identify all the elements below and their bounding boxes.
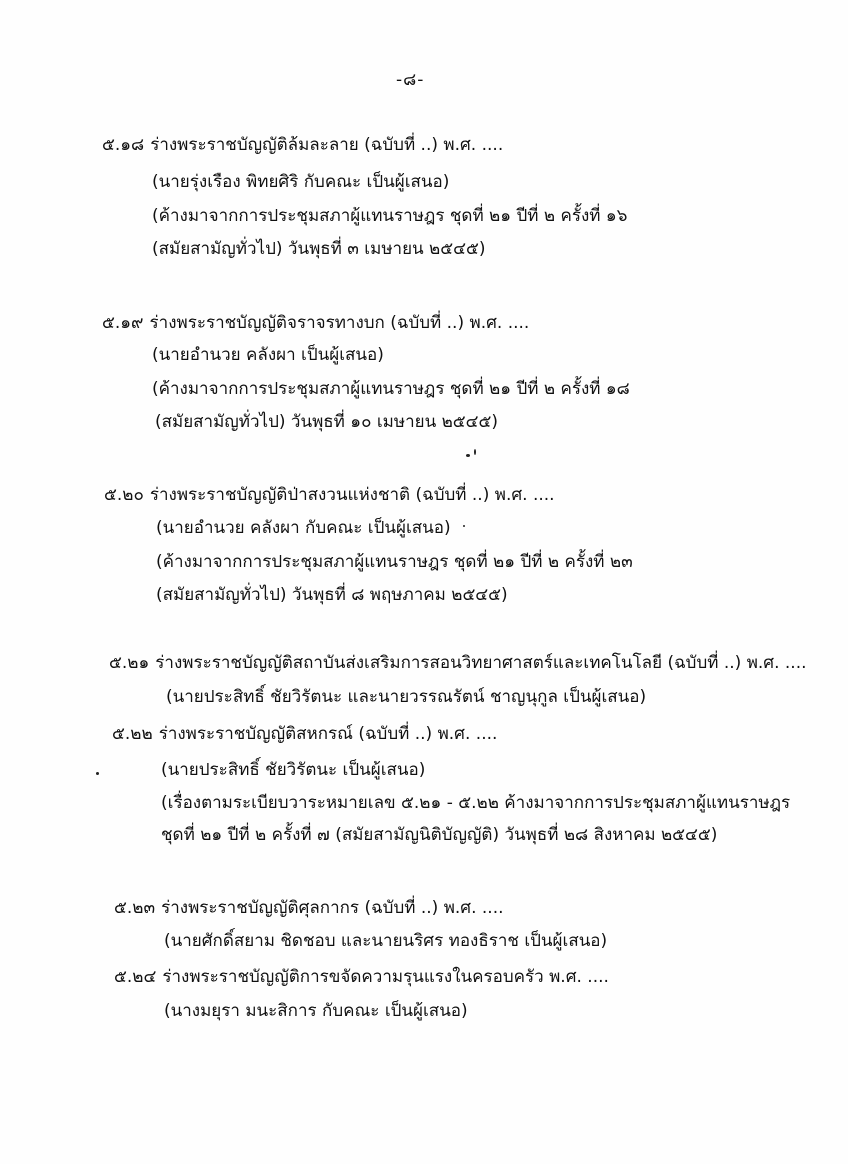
agenda-item-5-23-title-line [114,897,504,919]
item-detail-line: (ค้างมาจากการประชุมสภาผู้แทนราษฎร ชุดที่ ๒๑ ปีที่ ๒ ครั้งที่ ๒๓ [156,552,633,572]
item-title: ร่างพระราชบัญญัติการขจัดความรุนแรงในครอบครัว พ.ศ. .... [162,967,609,987]
agenda-item-5-18-title-line [102,134,503,156]
item-title: ร่างพระราชบัญญัติจราจรทางบก (ฉบับที่ ..) พ.ศ. .... [149,313,530,333]
agenda-item-5-19-title-line [102,312,529,334]
agenda-item-5-22-title-line [112,723,497,745]
item-number: ๕.๒๑ [109,653,150,673]
item-number: ๕.๒๐ [104,485,144,505]
item-detail-line: (สมัยสามัญทั่วไป) วันพุธที่ ๑๐ เมษายน ๒๕๔๕) [155,412,499,432]
item-title: ร่างพระราชบัญญัติศุลกากร (ฉบับที่ ..) พ.ศ. .... [161,898,504,918]
item-title: ร่างพระราชบัญญัติล้มละลาย (ฉบับที่ ..) พ.ศ. .... [150,135,504,155]
scan-speck [463,525,465,527]
scan-speck [474,449,476,455]
item-number: ๕.๒๒ [112,724,153,744]
item-title: ร่างพระราชบัญญัติสหกรณ์ (ฉบับที่ ..) พ.ศ. .... [158,724,498,744]
agenda-item-5-24-title-line [114,966,609,988]
item-detail-line: (นางมยุรา มนะสิการ กับคณะ เป็นผู้เสนอ) [164,1001,468,1021]
item-number: ๕.๒๓ [114,898,156,918]
item-number: ๕.๑๘ [102,135,145,155]
item-detail-line: ชุดที่ ๒๑ ปีที่ ๒ ครั้งที่ ๗ (สมัยสามัญนิติบัญญัติ) วันพุธที่ ๒๘ สิงหาคม ๒๕๔๕) [161,825,718,845]
item-detail-line: (สมัยสามัญทั่วไป) วันพุธที่ ๓ เมษายน ๒๕๔๕) [152,239,486,259]
item-number: ๕.๒๔ [114,967,157,987]
item-number: ๕.๑๙ [102,313,144,333]
item-detail-line: (นายประสิทธิ์ ชัยวิรัตนะ และนายวรรณรัตน์ ชาญนุกูล เป็นผู้เสนอ) [166,687,647,707]
item-detail-line: (นายอำนวย คลังผา กับคณะ เป็นผู้เสนอ) [156,518,451,538]
agenda-item-5-20-title-line [104,484,555,506]
item-detail-line: (นายประสิทธิ์ ชัยวิรัตนะ เป็นผู้เสนอ) [161,760,426,780]
item-detail-line: (นายศักดิ์สยาม ชิดชอบ และนายนริศร ทองธิราช เป็นผู้เสนอ) [164,931,608,951]
item-title: ร่างพระราชบัญญัติสถาบันส่งเสริมการสอนวิทยาศาสตร์และเทคโนโลยี (ฉบับที่ ..) พ.ศ. .... [155,653,807,673]
page-number: -๘- [396,70,425,90]
scan-speck [466,454,470,457]
item-detail-line: (เรื่องตามระเบียบวาระหมายเลข ๕.๒๑ - ๕.๒๒ ค้างมาจากการประชุมสภาผู้แทนราษฎร [161,793,791,813]
item-detail-line: (ค้างมาจากการประชุมสภาผู้แทนราษฎร ชุดที่ ๒๑ ปีที่ ๒ ครั้งที่ ๑๖ [152,206,628,226]
item-detail-line: (ค้างมาจากการประชุมสภาผู้แทนราษฎร ชุดที่ ๒๑ ปีที่ ๒ ครั้งที่ ๑๘ [152,379,630,399]
item-detail-line: (นายอำนวย คลังผา เป็นผู้เสนอ) [152,345,384,365]
item-detail-line: (นายรุ่งเรือง พิทยศิริ กับคณะ เป็นผู้เสนอ) [152,172,450,192]
item-title: ร่างพระราชบัญญัติป่าสงวนแห่งชาติ (ฉบับที่ ..) พ.ศ. .... [149,485,555,505]
scan-speck [96,772,99,775]
agenda-item-5-21-title-line [109,652,807,674]
item-detail-line: (สมัยสามัญทั่วไป) วันพุธที่ ๘ พฤษภาคม ๒๕๔๕) [156,585,508,605]
